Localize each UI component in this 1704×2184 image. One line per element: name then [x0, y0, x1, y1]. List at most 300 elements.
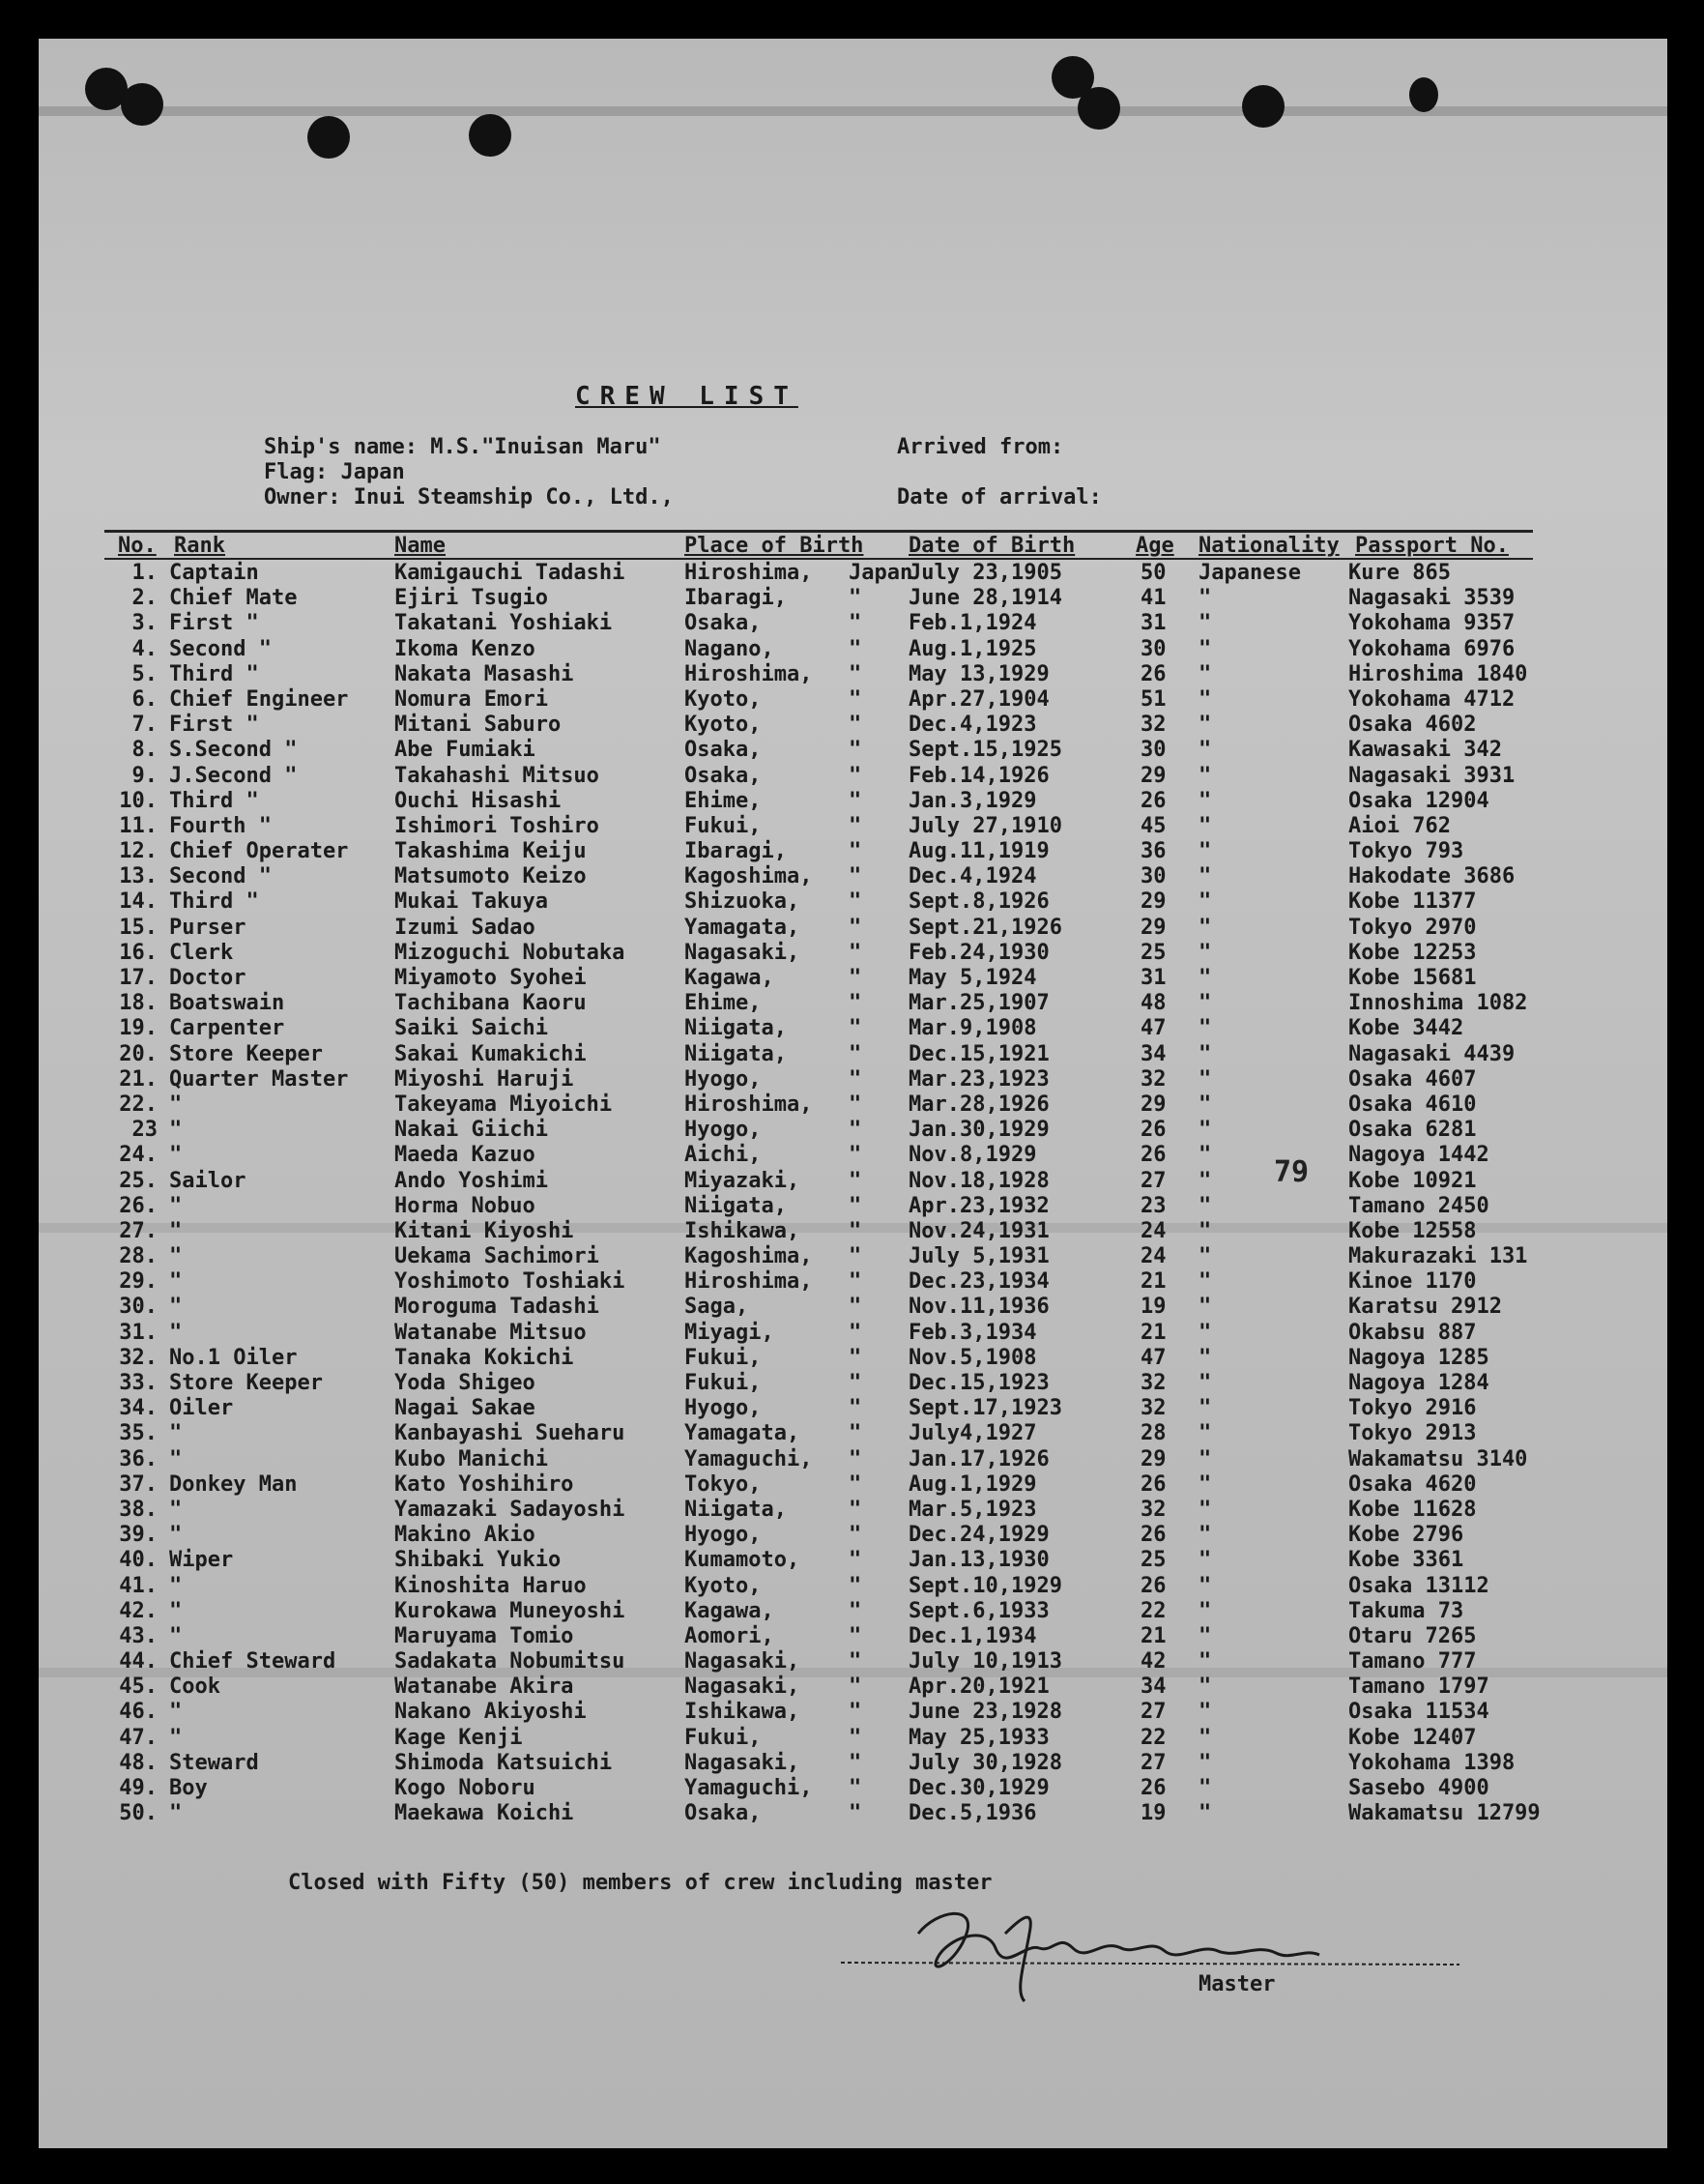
table-row	[39, 1269, 1667, 1295]
passport-cell: Tokyo 793	[1348, 839, 1464, 864]
master-label: Master	[1199, 1972, 1276, 1996]
nationality-cell: "	[1199, 788, 1212, 813]
date-of-birth-cell: May 13,1929	[909, 661, 1050, 686]
flag-line	[264, 460, 405, 484]
rank-cell: Carpenter	[169, 1016, 285, 1041]
table-row	[39, 1523, 1667, 1548]
rank-cell: "	[169, 1598, 183, 1623]
country-cell: "	[849, 1269, 862, 1295]
date-of-birth-cell: July 10,1913	[909, 1649, 1062, 1674]
age-cell: 26	[1141, 1143, 1167, 1168]
nationality-cell: "	[1199, 1143, 1212, 1168]
row-number: 12.	[119, 839, 158, 864]
passport-cell: Osaka 4610	[1348, 1092, 1477, 1117]
place-of-birth-cell: Nagano,	[684, 636, 774, 661]
place-of-birth-cell: Ibaragi,	[684, 586, 787, 611]
table-row	[39, 991, 1667, 1016]
row-number: 36.	[119, 1446, 158, 1471]
nationality-cell: "	[1199, 1421, 1212, 1446]
passport-cell: Tamano 2450	[1348, 1193, 1489, 1218]
name-cell: Kinoshita Haruo	[394, 1573, 587, 1598]
row-number: 15.	[119, 915, 158, 940]
nationality-cell: "	[1199, 1345, 1212, 1370]
margin-mark: 79	[1274, 1155, 1310, 1189]
date-of-birth-cell: Sept.17,1923	[909, 1396, 1062, 1421]
place-of-birth-cell: Fukui,	[684, 1345, 762, 1370]
date-of-birth-cell: Dec.4,1923	[909, 713, 1037, 738]
passport-cell: Takuma 73	[1348, 1598, 1464, 1623]
age-cell: 32	[1141, 1497, 1167, 1522]
name-cell: Kage Kenji	[394, 1725, 523, 1750]
nationality-cell: "	[1199, 1244, 1212, 1269]
name-cell: Takashima Keiju	[394, 839, 587, 864]
country-cell: "	[849, 1041, 862, 1066]
name-cell: Watanabe Akira	[394, 1674, 574, 1700]
punch-hole	[1078, 87, 1120, 130]
date-of-birth-cell: Aug.11,1919	[909, 839, 1050, 864]
document-sheet	[39, 39, 1667, 2148]
nationality-cell: "	[1199, 738, 1212, 763]
place-of-birth-cell: Hiroshima,	[684, 1269, 813, 1295]
rank-cell: Store Keeper	[169, 1371, 323, 1395]
name-cell: Matsumoto Keizo	[394, 864, 587, 889]
name-cell: Saiki Saichi	[394, 1016, 548, 1041]
row-number: 45.	[119, 1674, 158, 1700]
table-row	[39, 1421, 1667, 1446]
passport-cell: Kobe 3442	[1348, 1016, 1464, 1041]
name-cell: Nakai Giichi	[394, 1118, 548, 1143]
passport-cell: Nagoya 1285	[1348, 1345, 1489, 1370]
age-cell: 29	[1141, 889, 1167, 915]
row-number: 35.	[119, 1421, 158, 1446]
nationality-cell: "	[1199, 1725, 1212, 1750]
punch-hole	[1409, 77, 1438, 112]
date-of-birth-cell: Sept.21,1926	[909, 915, 1062, 940]
table-row	[39, 1219, 1667, 1244]
row-number: 3.	[131, 611, 158, 636]
row-number: 48.	[119, 1750, 158, 1775]
name-cell: Tachibana Kaoru	[394, 991, 587, 1016]
table-row	[39, 764, 1667, 789]
date-of-birth-cell: Dec.24,1929	[909, 1523, 1050, 1548]
passport-cell: Osaka 4620	[1348, 1471, 1477, 1497]
country-cell: "	[849, 1092, 862, 1117]
passport-cell: Osaka 12904	[1348, 788, 1489, 813]
passport-cell: Yokohama 6976	[1348, 636, 1516, 661]
table-row	[39, 1396, 1667, 1421]
place-of-birth-cell: Hyogo,	[684, 1396, 762, 1421]
country-cell: "	[849, 1143, 862, 1168]
place-of-birth-cell: Kyoto,	[684, 686, 762, 712]
nationality-cell: "	[1199, 1776, 1212, 1800]
table-row	[39, 1371, 1667, 1396]
table-row	[39, 1674, 1667, 1700]
age-cell: 26	[1141, 1471, 1167, 1497]
name-cell: Uekama Sachimori	[394, 1244, 599, 1269]
name-cell: Yoshimoto Toshiaki	[394, 1269, 625, 1295]
table-row	[39, 1143, 1667, 1168]
passport-cell: Kobe 2796	[1348, 1523, 1464, 1548]
passport-cell: Kobe 10921	[1348, 1168, 1477, 1193]
master-signature	[831, 1905, 1508, 2011]
table-row	[39, 941, 1667, 966]
name-cell: Maekawa Koichi	[394, 1801, 574, 1826]
country-cell: "	[849, 636, 862, 661]
country-cell: "	[849, 1598, 862, 1623]
country-cell: "	[849, 940, 862, 965]
place-of-birth-cell: Niigata,	[684, 1193, 787, 1218]
table-row	[39, 1092, 1667, 1118]
country-cell: "	[849, 611, 862, 636]
passport-cell: Kobe 12558	[1348, 1218, 1477, 1243]
nationality-cell: "	[1199, 1320, 1212, 1345]
passport-cell: Hiroshima 1840	[1348, 661, 1528, 686]
rank-cell: Chief Mate	[169, 586, 298, 611]
table-row	[39, 1244, 1667, 1269]
table-row	[39, 1194, 1667, 1219]
place-of-birth-cell: Hiroshima,	[684, 561, 813, 585]
date-of-birth-cell: Dec.1,1934	[909, 1623, 1037, 1648]
place-of-birth-cell: Kumamoto,	[684, 1548, 800, 1573]
country-cell: "	[849, 1674, 862, 1700]
passport-cell: Innoshima 1082	[1348, 991, 1528, 1016]
age-cell: 26	[1141, 1573, 1167, 1598]
row-number: 37.	[119, 1471, 158, 1497]
country-cell: "	[849, 966, 862, 990]
rank-cell: Third "	[169, 788, 259, 813]
name-cell: Makino Akio	[394, 1523, 535, 1548]
rank-cell: "	[169, 1700, 183, 1725]
row-number: 27.	[119, 1218, 158, 1243]
age-cell: 32	[1141, 1066, 1167, 1092]
nationality-cell: "	[1199, 686, 1212, 712]
nationality-cell: "	[1199, 1750, 1212, 1775]
row-number: 11.	[119, 813, 158, 838]
age-cell: 47	[1141, 1345, 1167, 1370]
name-cell: Watanabe Mitsuo	[394, 1320, 587, 1345]
country-cell: "	[849, 1218, 862, 1243]
row-number: 17.	[119, 966, 158, 990]
row-number: 16.	[119, 940, 158, 965]
place-of-birth-cell: Osaka,	[684, 1801, 762, 1826]
nationality-cell: "	[1199, 1598, 1212, 1623]
passport-cell: Osaka 4607	[1348, 1066, 1477, 1092]
date-of-birth-cell: Mar.5,1923	[909, 1497, 1037, 1522]
name-cell: Kitani Kiyoshi	[394, 1218, 574, 1243]
country-cell: "	[849, 1371, 862, 1395]
age-cell: 32	[1141, 713, 1167, 738]
passport-cell: Tamano 1797	[1348, 1674, 1489, 1700]
rank-cell: Boy	[169, 1776, 208, 1800]
row-number: 22.	[119, 1092, 158, 1117]
name-cell: Yamazaki Sadayoshi	[394, 1497, 625, 1522]
table-row	[39, 916, 1667, 941]
place-of-birth-cell: Osaka,	[684, 763, 762, 788]
ship-name-line	[264, 435, 661, 459]
name-cell: Shibaki Yukio	[394, 1548, 562, 1573]
row-number: 46.	[119, 1700, 158, 1725]
place-of-birth-cell: Hiroshima,	[684, 1092, 813, 1117]
age-cell: 22	[1141, 1598, 1167, 1623]
place-of-birth-cell: Osaka,	[684, 611, 762, 636]
date-of-birth-cell: Nov.8,1929	[909, 1143, 1037, 1168]
nationality-cell: "	[1199, 611, 1212, 636]
row-number: 20.	[119, 1041, 158, 1066]
rank-cell: Chief Operater	[169, 839, 349, 864]
date-of-birth-cell: July 27,1910	[909, 813, 1062, 838]
name-cell: Mizoguchi Nobutaka	[394, 940, 625, 965]
name-cell: Kurokawa Muneyoshi	[394, 1598, 625, 1623]
flag-value: Japan	[340, 460, 405, 484]
header-rule-bottom	[104, 558, 1533, 560]
table-row	[39, 864, 1667, 889]
age-cell: 31	[1141, 611, 1167, 636]
rank-cell: S.Second "	[169, 738, 298, 763]
row-number: 43.	[119, 1623, 158, 1648]
country-cell: "	[849, 839, 862, 864]
name-cell: Tanaka Kokichi	[394, 1345, 574, 1370]
place-of-birth-cell: Kyoto,	[684, 1573, 762, 1598]
nationality-cell: "	[1199, 636, 1212, 661]
passport-cell: Wakamatsu 3140	[1348, 1446, 1528, 1471]
nationality-cell: "	[1199, 1066, 1212, 1092]
country-cell: Japan	[849, 561, 913, 585]
rank-cell: "	[169, 1143, 183, 1168]
passport-cell: Kawasaki 342	[1348, 738, 1502, 763]
row-number: 18.	[119, 991, 158, 1016]
age-cell: 29	[1141, 763, 1167, 788]
row-number: 6.	[131, 686, 158, 712]
country-cell: "	[849, 1471, 862, 1497]
place-of-birth-cell: Niigata,	[684, 1041, 787, 1066]
passport-cell: Tokyo 2916	[1348, 1396, 1477, 1421]
nationality-cell: Japanese	[1199, 561, 1301, 585]
date-of-birth-cell: July4,1927	[909, 1421, 1037, 1446]
passport-cell: Okabsu 887	[1348, 1320, 1477, 1345]
name-cell: Nagai Sakae	[394, 1396, 535, 1421]
passport-cell: Kobe 11628	[1348, 1497, 1477, 1522]
place-of-birth-cell: Kagoshima,	[684, 864, 813, 889]
row-number: 33.	[119, 1371, 158, 1395]
nationality-cell: "	[1199, 1118, 1212, 1143]
name-cell: Izumi Sadao	[394, 915, 535, 940]
ship-name-label: Ship's name:	[264, 435, 418, 459]
table-row	[39, 1321, 1667, 1346]
row-number: 40.	[119, 1548, 158, 1573]
passport-cell: Kobe 3361	[1348, 1548, 1464, 1573]
rank-cell: No.1 Oiler	[169, 1345, 298, 1370]
date-of-birth-cell: June 23,1928	[909, 1700, 1062, 1725]
rank-cell: Chief Steward	[169, 1649, 336, 1674]
name-cell: Miyoshi Haruji	[394, 1066, 574, 1092]
nationality-cell: "	[1199, 889, 1212, 915]
age-cell: 26	[1141, 788, 1167, 813]
name-cell: Sakai Kumakichi	[394, 1041, 587, 1066]
rank-cell: "	[169, 1269, 183, 1295]
rank-cell: "	[169, 1244, 183, 1269]
passport-cell: Osaka 6281	[1348, 1118, 1477, 1143]
date-of-birth-cell: Mar.28,1926	[909, 1092, 1050, 1117]
nationality-cell: "	[1199, 1218, 1212, 1243]
age-cell: 24	[1141, 1244, 1167, 1269]
passport-cell: Nagasaki 3931	[1348, 763, 1516, 788]
header-no: No.	[118, 534, 157, 558]
age-cell: 21	[1141, 1623, 1167, 1648]
punch-hole	[469, 114, 511, 157]
date-of-birth-cell: Dec.5,1936	[909, 1801, 1037, 1826]
row-number: 50.	[119, 1801, 158, 1826]
nationality-cell: "	[1199, 940, 1212, 965]
age-cell: 27	[1141, 1700, 1167, 1725]
place-of-birth-cell: Ibaragi,	[684, 839, 787, 864]
row-number: 25.	[119, 1168, 158, 1193]
name-cell: Maeda Kazuo	[394, 1143, 535, 1168]
name-cell: Mukai Takuya	[394, 889, 548, 915]
header-name: Name	[394, 534, 446, 558]
name-cell: Kanbayashi Sueharu	[394, 1421, 625, 1446]
age-cell: 28	[1141, 1421, 1167, 1446]
table-row	[39, 637, 1667, 662]
crew-table-body	[39, 561, 1667, 1826]
nationality-cell: "	[1199, 713, 1212, 738]
table-row	[39, 1016, 1667, 1041]
nationality-cell: "	[1199, 915, 1212, 940]
age-cell: 42	[1141, 1649, 1167, 1674]
country-cell: "	[849, 586, 862, 611]
place-of-birth-cell: Yamagata,	[684, 1421, 800, 1446]
date-of-birth-cell: June 28,1914	[909, 586, 1062, 611]
row-number: 4.	[131, 636, 158, 661]
place-of-birth-cell: Ishikawa,	[684, 1700, 800, 1725]
place-of-birth-cell: Miyagi,	[684, 1320, 774, 1345]
date-of-birth-cell: Jan.30,1929	[909, 1118, 1050, 1143]
passport-cell: Tokyo 2970	[1348, 915, 1477, 940]
place-of-birth-cell: Fukui,	[684, 1725, 762, 1750]
row-number: 1.	[131, 561, 158, 585]
rank-cell: "	[169, 1623, 183, 1648]
date-of-birth-cell: Jan.17,1926	[909, 1446, 1050, 1471]
age-cell: 41	[1141, 586, 1167, 611]
date-of-birth-cell: Dec.23,1934	[909, 1269, 1050, 1295]
nationality-cell: "	[1199, 1801, 1212, 1826]
passport-cell: Osaka 11534	[1348, 1700, 1489, 1725]
table-row	[39, 1574, 1667, 1599]
place-of-birth-cell: Shizuoka,	[684, 889, 800, 915]
place-of-birth-cell: Aomori,	[684, 1623, 774, 1648]
header-rank: Rank	[174, 534, 225, 558]
place-of-birth-cell: Saga,	[684, 1295, 749, 1320]
table-row	[39, 1649, 1667, 1674]
passport-cell: Yokohama 4712	[1348, 686, 1516, 712]
rank-cell: Steward	[169, 1750, 259, 1775]
rank-cell: First "	[169, 611, 259, 636]
age-cell: 30	[1141, 738, 1167, 763]
country-cell: "	[849, 864, 862, 889]
punch-hole	[1242, 85, 1285, 128]
place-of-birth-cell: Nagasaki,	[684, 1750, 800, 1775]
date-of-birth-cell: Nov.24,1931	[909, 1218, 1050, 1243]
table-row	[39, 1624, 1667, 1649]
country-cell: "	[849, 915, 862, 940]
owner-line	[264, 485, 674, 510]
age-cell: 25	[1141, 940, 1167, 965]
name-cell: Kato Yoshihiro	[394, 1471, 574, 1497]
name-cell: Kubo Manichi	[394, 1446, 548, 1471]
nationality-cell: "	[1199, 661, 1212, 686]
date-of-birth-cell: Aug.1,1929	[909, 1471, 1037, 1497]
nationality-cell: "	[1199, 1523, 1212, 1548]
row-number: 32.	[119, 1345, 158, 1370]
date-of-birth-cell: Apr.23,1932	[909, 1193, 1050, 1218]
age-cell: 48	[1141, 991, 1167, 1016]
date-of-birth-cell: Nov.18,1928	[909, 1168, 1050, 1193]
rank-cell: Third "	[169, 661, 259, 686]
table-row	[39, 611, 1667, 636]
age-cell: 21	[1141, 1320, 1167, 1345]
age-cell: 27	[1141, 1168, 1167, 1193]
age-cell: 47	[1141, 1016, 1167, 1041]
country-cell: "	[849, 1548, 862, 1573]
passport-cell: Nagoya 1284	[1348, 1371, 1489, 1395]
country-cell: "	[849, 1446, 862, 1471]
country-cell: "	[849, 1750, 862, 1775]
rank-cell: First "	[169, 713, 259, 738]
rank-cell: Boatswain	[169, 991, 285, 1016]
table-row	[39, 713, 1667, 738]
passport-cell: Aioi 762	[1348, 813, 1451, 838]
country-cell: "	[849, 1118, 862, 1143]
passport-cell: Osaka 13112	[1348, 1573, 1489, 1598]
passport-cell: Tamano 777	[1348, 1649, 1477, 1674]
table-row	[39, 1295, 1667, 1320]
table-row	[39, 789, 1667, 814]
document-title: CREW LIST	[575, 382, 798, 411]
age-cell: 27	[1141, 1750, 1167, 1775]
rank-cell: Chief Engineer	[169, 686, 349, 712]
date-of-birth-cell: Dec.15,1923	[909, 1371, 1050, 1395]
passport-cell: Makurazaki 131	[1348, 1244, 1528, 1269]
age-cell: 26	[1141, 1118, 1167, 1143]
country-cell: "	[849, 686, 862, 712]
ship-name-value: M.S."Inuisan Maru"	[430, 435, 661, 459]
row-number: 10.	[119, 788, 158, 813]
arrived-from-label: Arrived from:	[897, 435, 1064, 459]
passport-cell: Kobe 15681	[1348, 966, 1477, 990]
date-of-birth-cell: Nov.11,1936	[909, 1295, 1050, 1320]
place-of-birth-cell: Yamagata,	[684, 915, 800, 940]
rank-cell: Wiper	[169, 1548, 234, 1573]
passport-cell: Kobe 12407	[1348, 1725, 1477, 1750]
passport-cell: Nagasaki 4439	[1348, 1041, 1516, 1066]
rank-cell: Captain	[169, 561, 259, 585]
nationality-cell: "	[1199, 1193, 1212, 1218]
rank-cell: "	[169, 1421, 183, 1446]
row-number: 24.	[119, 1143, 158, 1168]
country-cell: "	[849, 1168, 862, 1193]
passport-cell: Kobe 12253	[1348, 940, 1477, 965]
rank-cell: Donkey Man	[169, 1471, 298, 1497]
date-of-birth-cell: Mar.9,1908	[909, 1016, 1037, 1041]
date-of-birth-cell: Aug.1,1925	[909, 636, 1037, 661]
age-cell: 34	[1141, 1674, 1167, 1700]
row-number: 2.	[131, 586, 158, 611]
date-of-birth-cell: Sept.8,1926	[909, 889, 1050, 915]
row-number: 49.	[119, 1776, 158, 1800]
age-cell: 26	[1141, 661, 1167, 686]
passport-cell: Hakodate 3686	[1348, 864, 1516, 889]
rank-cell: Doctor	[169, 966, 246, 990]
date-of-birth-cell: Feb.14,1926	[909, 763, 1050, 788]
